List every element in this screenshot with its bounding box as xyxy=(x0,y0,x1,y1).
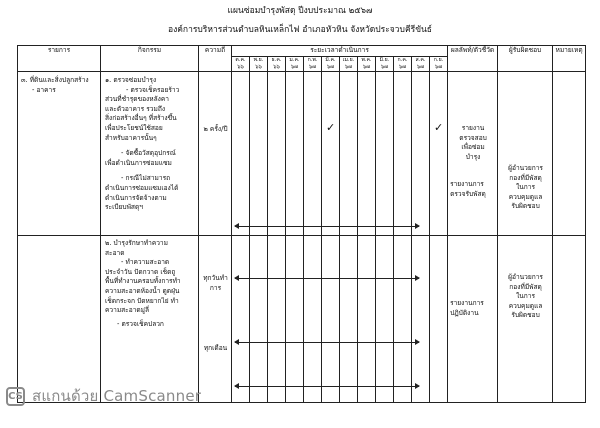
document-subtitle: องค์การบริหารส่วนตำบลหินเหล็กไฟ อำเภอหัวหิน จังหวัดประจวบคีรีขันธ์ xyxy=(167,25,432,35)
activity-line: ดำเนินการซ่อมแซมเองได้ xyxy=(105,183,179,192)
month-header: มี.ค. ๖๗ xyxy=(322,57,340,72)
responsible-line: รับผิดชอบ xyxy=(511,311,540,320)
result-line: บำรุง xyxy=(465,152,481,161)
responsible-line: ผู้อำนวยการ xyxy=(508,273,543,281)
header-period: ระยะเวลาดำเนินการ xyxy=(232,46,448,57)
row1-note-cell xyxy=(553,72,586,236)
activity-line: เพื่อดำเนินการซ่อมแซม xyxy=(105,158,172,167)
activity-line: ประจำวัน ปัดกวาด เช็ดถู xyxy=(105,267,176,276)
activity-line: - ทำความสะอาด xyxy=(121,258,170,267)
activity-line: สำหรับอาคารนั้นๆ xyxy=(105,133,157,142)
activity-line: - กรณีไม่สามารถ xyxy=(121,174,171,183)
month-cell xyxy=(340,72,358,236)
row2-frequency-daily: ทุกวันทำ xyxy=(203,274,228,282)
responsible-line: รับผิดชอบ xyxy=(511,202,540,211)
month-cell xyxy=(430,236,448,403)
month-header: มิ.ย. ๖๗ xyxy=(376,57,394,72)
row2-item-cell xyxy=(18,236,101,403)
month-header: ก.ค. ๖๗ xyxy=(394,57,412,72)
month-cell xyxy=(250,236,268,403)
month-cell xyxy=(232,236,250,403)
activity-line: - จัดซื้อวัสดุอุปกรณ์ xyxy=(121,149,176,158)
header-frequency: ความถี่ xyxy=(199,46,232,72)
month-cell xyxy=(358,236,376,403)
row1-frequency: ๒ ครั้ง/ปี xyxy=(203,125,228,133)
row2-frequency-daily: การ xyxy=(209,283,222,292)
row2-activity-title: ๒. บำรุงรักษาทำความสะอาด xyxy=(105,239,168,257)
month-header: ธ.ค. ๖๖ xyxy=(268,57,286,72)
month-cell xyxy=(286,236,304,403)
result-line: ตรวจสอบ xyxy=(459,133,487,142)
result-line: รายงานการ xyxy=(450,299,484,307)
responsible-line: กองที่มีพัสดุ xyxy=(509,282,542,291)
month-cell xyxy=(358,72,376,236)
month-header: ม.ค. ๖๗ xyxy=(286,57,304,72)
month-cell xyxy=(394,236,412,403)
activity-line: ความสะอาดมู่ลี่ xyxy=(105,306,150,315)
month-cell xyxy=(340,236,358,403)
row1-frequency-cell xyxy=(199,72,232,236)
result-line: ปฏิบัติงาน xyxy=(450,308,479,317)
month-cell xyxy=(376,72,394,236)
month-cell xyxy=(376,236,394,403)
activity-line: ดำเนินการจัดจ้างตาม xyxy=(105,193,167,202)
activity-line: เช็ดกระจก ปัดหยากไย่ ทำ xyxy=(105,296,179,305)
responsible-line: ในการ xyxy=(516,292,536,301)
activity-line: ระเบียบพัสดุฯ xyxy=(105,203,143,212)
responsible-line: ในการ xyxy=(516,183,536,192)
timeline-arrow xyxy=(235,342,419,343)
month-cell xyxy=(304,72,322,236)
activity-line: เพื่อประโยชน์ใช้สอย xyxy=(105,123,163,132)
header-note: หมายเหตุ xyxy=(553,46,586,72)
row2-responsible-cell xyxy=(498,236,553,403)
camscanner-watermark xyxy=(6,382,201,410)
responsible-line: กองที่มีพัสดุ xyxy=(509,173,542,182)
month-header: พ.ย. ๖๖ xyxy=(250,57,268,72)
result-line: รายงานการ xyxy=(450,180,484,188)
camscanner-text: สแกนด้วย CamScanner xyxy=(32,387,202,405)
camscanner-logo-icon: CS xyxy=(6,387,25,406)
row2-result-cell xyxy=(448,236,498,403)
month-header: ก.ย. ๖๗ xyxy=(430,57,448,72)
timeline-arrow xyxy=(235,226,419,227)
month-cell xyxy=(304,236,322,403)
row2-frequency-cell xyxy=(199,236,232,403)
activity-line: สิ่งก่อสร้างอื่นๆ ที่สร้างขึ้น xyxy=(105,114,177,123)
timeline-arrow xyxy=(235,278,419,279)
month-cell xyxy=(430,72,448,236)
month-header: เม.ย. ๖๗ xyxy=(340,57,358,72)
header-item: รายการ xyxy=(18,46,101,72)
month-header: ต.ค. ๖๖ xyxy=(232,57,250,72)
month-header: ส.ค. ๖๗ xyxy=(412,57,430,72)
month-cell xyxy=(268,72,286,236)
row2-frequency-monthly: ทุกเดือน xyxy=(203,344,228,352)
month-cell xyxy=(322,236,340,403)
responsible-line: ผู้อำนวยการ xyxy=(508,164,543,172)
result-line: ตรวจรับพัสดุ xyxy=(450,189,486,198)
activity-line: พื้นที่ทำงานครอบทั้งการทำ xyxy=(105,277,181,286)
responsible-line: ควบคุมดูแล xyxy=(508,192,543,201)
row2-note-cell xyxy=(553,236,586,403)
check-mark-march: ✓ xyxy=(326,121,336,134)
timeline-arrow xyxy=(235,386,419,387)
header-responsible: ผู้รับผิดชอบ xyxy=(498,46,553,72)
row1-item-title: ๓. ที่ดินและสิ่งปลูกสร้าง xyxy=(21,76,89,84)
activity-line: ส่วนที่ชำรุดของหลังคา xyxy=(105,95,169,104)
month-cell xyxy=(268,236,286,403)
header-result: ผลลัพท์/ตัวชี้วัด xyxy=(448,46,498,72)
document-title: แผนซ่อมบำรุงพัสดุ ปีงบประมาณ ๒๕๖๗ xyxy=(227,6,373,16)
activity-line: และตัวอาคาร รวมถึง xyxy=(105,104,166,113)
header-activity: กิจกรรม xyxy=(101,46,199,72)
result-line: เพื่อซ่อม xyxy=(461,143,485,152)
row1-item-cell xyxy=(18,72,101,236)
maintenance-plan-table xyxy=(17,45,586,403)
month-header: พ.ค. ๖๗ xyxy=(358,57,376,72)
month-cell xyxy=(232,72,250,236)
row2-activity-cell xyxy=(101,236,199,403)
month-header: ก.พ. ๖๗ xyxy=(304,57,322,72)
month-cell xyxy=(412,236,430,403)
activity-line: - ตรวจเช็คปลวก xyxy=(117,319,164,328)
row1-result-cell xyxy=(448,72,498,236)
activity-line: - ตรวจเช็ครอยร้าว xyxy=(126,85,180,94)
month-cell xyxy=(286,72,304,236)
row1-item-sub: - อาคาร xyxy=(32,86,56,94)
responsible-line: ควบคุมดูแล xyxy=(508,301,543,310)
month-cell xyxy=(322,72,340,236)
row1-activity-cell xyxy=(101,72,199,236)
month-cell xyxy=(412,72,430,236)
activity-line: ความสะอาดห้องน้ำ ดูดฝุ่น xyxy=(105,286,180,295)
check-mark-september: ✓ xyxy=(434,121,444,134)
row1-activity-title: ๑. ตรวจซ่อมบำรุง xyxy=(105,76,157,84)
month-cell xyxy=(250,72,268,236)
row1-responsible-cell xyxy=(498,72,553,236)
month-cell xyxy=(394,72,412,236)
result-line: รายงาน xyxy=(461,124,485,132)
